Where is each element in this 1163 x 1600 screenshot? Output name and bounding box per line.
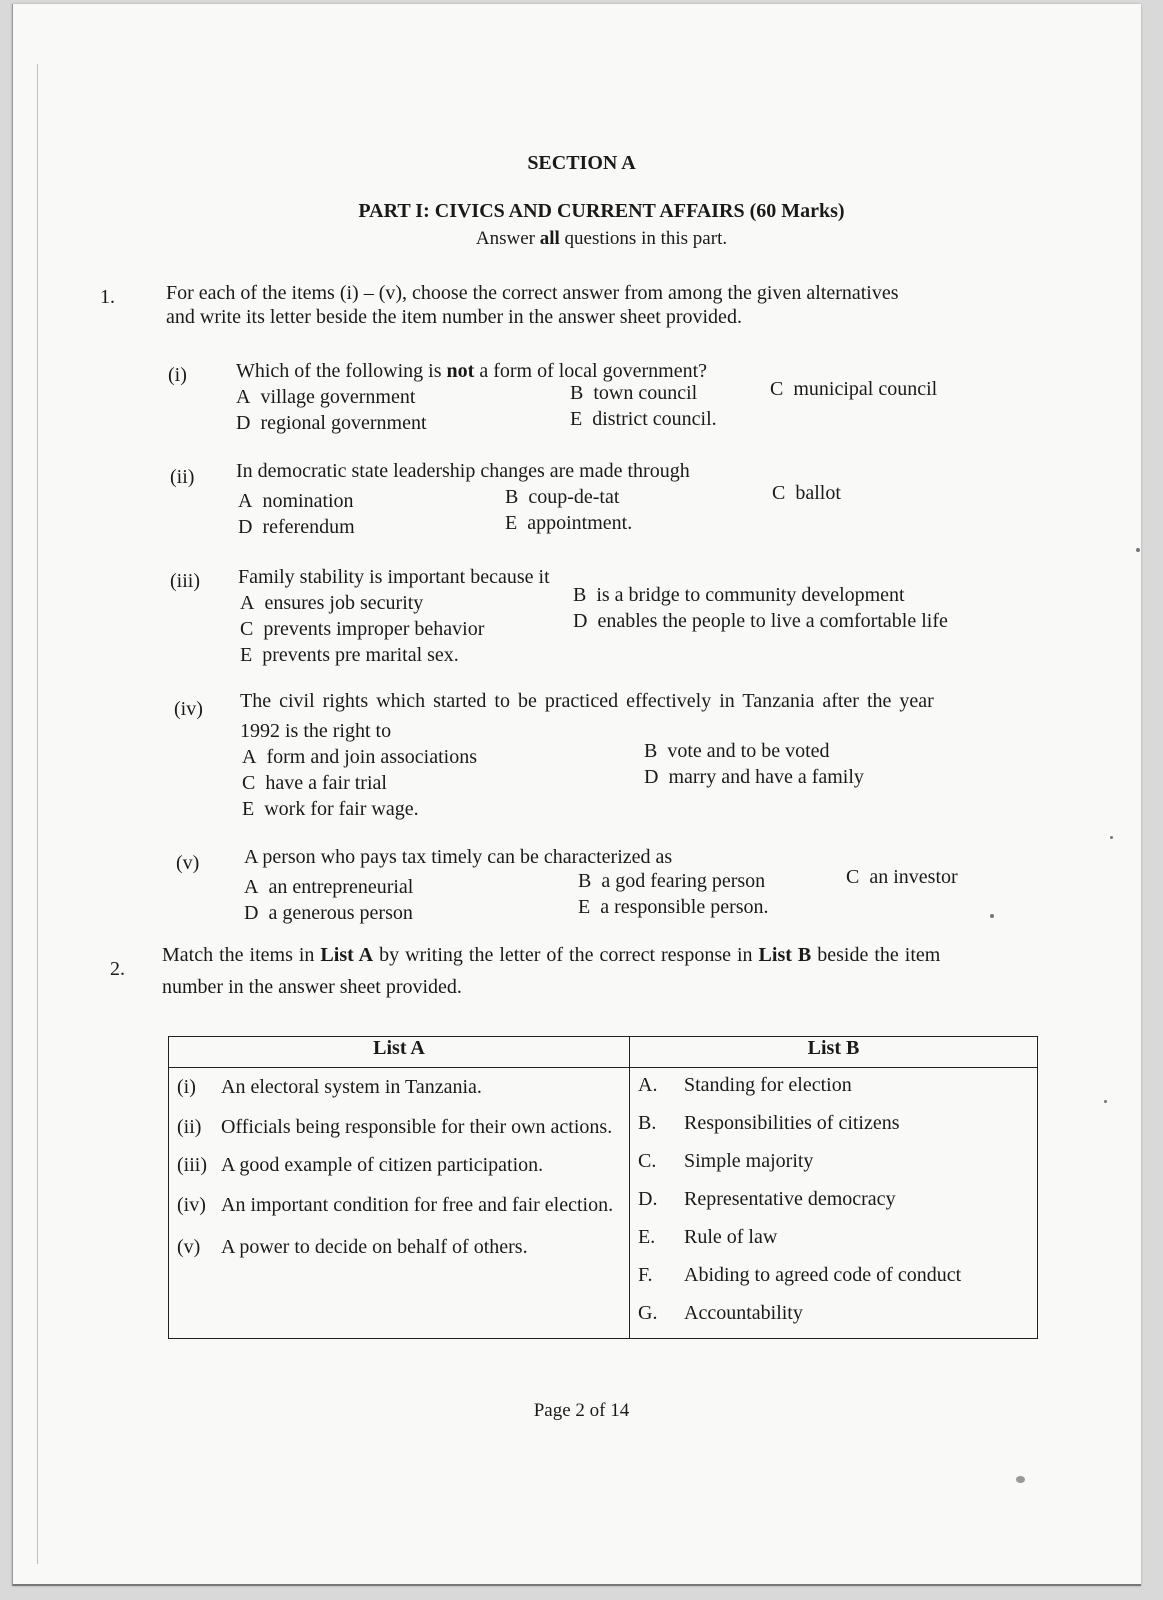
page-fold-line xyxy=(37,64,38,1564)
list-a-item-text: A good example of citizen participation. xyxy=(221,1154,544,1176)
scan-speck xyxy=(1104,1100,1107,1103)
q2-stem-pre: Match the items in xyxy=(162,944,321,966)
q1-item-v-stem: A person who pays tax timely can be characterized as xyxy=(244,846,673,868)
list-a-item-text: An important condition for free and fair election. xyxy=(221,1194,614,1216)
option-letter: A xyxy=(240,592,255,614)
q1-item-i-number: (i) xyxy=(168,364,187,386)
list-a-item-text: Officials being responsible for their own actions. xyxy=(221,1116,613,1138)
option-text: coup-de-tat xyxy=(528,486,620,508)
list-b-letter: E. xyxy=(638,1226,656,1248)
q1-v-option-c xyxy=(846,866,958,889)
option-text: an investor xyxy=(869,866,958,888)
list-b-item xyxy=(638,1108,1031,1146)
list-a-column xyxy=(169,1068,630,1339)
q1-item-i-stem-pre: Which of the following is xyxy=(236,360,447,382)
option-letter: B xyxy=(505,486,519,508)
option-text: ballot xyxy=(795,482,841,504)
list-a-item-text: A power to decide on behalf of others. xyxy=(221,1236,528,1258)
option-letter: C xyxy=(240,618,254,640)
option-letter: E xyxy=(505,512,518,534)
option-text: referendum xyxy=(262,516,355,538)
option-text: municipal council xyxy=(793,378,938,400)
q1-ii-option-d xyxy=(238,516,355,539)
option-letter: C xyxy=(770,378,784,400)
part-heading: PART I: CIVICS AND CURRENT AFFAIRS (60 Marks) xyxy=(358,200,845,222)
option-text: enables the people to live a comfortable life xyxy=(597,610,948,632)
instruction-bold: all xyxy=(539,228,560,249)
list-b-letter: D. xyxy=(638,1188,658,1210)
q1-item-iv-number: (iv) xyxy=(174,698,203,720)
q1-iv-option-a xyxy=(242,746,477,769)
matching-table-header xyxy=(169,1037,1038,1068)
option-text: marry and have a family xyxy=(668,766,864,788)
q1-i-option-c xyxy=(770,378,937,401)
option-letter: D xyxy=(644,766,659,788)
list-b-letter: A. xyxy=(638,1074,658,1096)
q1-iii-option-a xyxy=(240,592,423,615)
list-b-text: Accountability xyxy=(684,1302,803,1324)
option-text: regional government xyxy=(260,412,427,434)
q1-iv-option-b xyxy=(644,740,830,763)
option-letter: D xyxy=(238,516,253,538)
list-b-header: List B xyxy=(630,1037,1038,1068)
option-letter: B xyxy=(644,740,658,762)
list-b-text: Rule of law xyxy=(684,1226,778,1248)
option-text: have a fair trial xyxy=(265,772,387,794)
q2-list-a-ref: List A xyxy=(320,944,374,966)
part-instruction xyxy=(0,228,1163,250)
list-b-text: Abiding to agreed code of conduct xyxy=(684,1264,962,1286)
list-b-letter: F. xyxy=(638,1264,653,1286)
q1-item-iv-stem-line2: 1992 is the right to xyxy=(240,720,392,742)
q1-i-option-e xyxy=(570,408,717,431)
list-b-item xyxy=(638,1070,1031,1108)
option-text: a generous person xyxy=(268,902,413,924)
list-a-item xyxy=(177,1114,623,1140)
option-letter: B xyxy=(570,382,584,404)
list-b-text: Representative democracy xyxy=(684,1188,896,1210)
q2-stem-post: beside the item xyxy=(811,944,941,966)
option-letter: B xyxy=(578,870,592,892)
q1-number: 1. xyxy=(100,286,115,308)
instruction-post: questions in this part. xyxy=(559,228,728,249)
list-a-item xyxy=(177,1234,623,1260)
page-number: Page 2 of 14 xyxy=(533,1400,630,1421)
q2-stem-line1 xyxy=(162,944,940,967)
section-heading: SECTION A xyxy=(527,152,636,174)
option-text: is a bridge to community development xyxy=(596,584,905,606)
option-letter: A xyxy=(242,746,257,768)
list-a-item-number: (iv) xyxy=(177,1194,206,1216)
option-letter: E xyxy=(578,896,591,918)
q2-number: 2. xyxy=(110,958,125,980)
option-text: an entrepreneurial xyxy=(268,876,414,898)
list-b-item xyxy=(638,1260,1031,1298)
option-text: appointment. xyxy=(527,512,633,534)
option-text: a god fearing person xyxy=(601,870,766,892)
q1-item-ii-number: (ii) xyxy=(170,466,195,488)
q1-ii-option-a xyxy=(238,490,354,513)
scan-speck xyxy=(990,914,994,918)
q1-i-option-b xyxy=(570,382,697,405)
option-text: form and join associations xyxy=(266,746,477,768)
list-b-text: Standing for election xyxy=(684,1074,852,1096)
q1-ii-option-e xyxy=(505,512,632,535)
option-text: ensures job security xyxy=(264,592,424,614)
option-letter: D xyxy=(236,412,251,434)
list-a-header: List A xyxy=(169,1037,630,1068)
option-text: town council xyxy=(593,382,698,404)
q1-item-i-stem xyxy=(236,360,707,383)
option-letter: A xyxy=(238,490,253,512)
q1-iii-option-c xyxy=(240,618,484,641)
list-a-item-text: An electoral system in Tanzania. xyxy=(221,1076,482,1098)
q1-v-option-d xyxy=(244,902,413,925)
q2-stem-mid: by writing the letter of the correct response in xyxy=(373,944,759,966)
q1-item-i-stem-post: a form of local government? xyxy=(474,360,708,382)
q1-iii-option-b xyxy=(573,584,905,607)
q1-i-option-d xyxy=(236,412,427,435)
option-text: vote and to be voted xyxy=(667,740,830,762)
list-a-item-number: (ii) xyxy=(177,1116,202,1138)
list-a-item xyxy=(177,1074,623,1100)
q1-item-i-stem-bold: not xyxy=(446,360,475,382)
scan-speck xyxy=(1110,836,1113,839)
list-b-column xyxy=(630,1068,1038,1339)
q2-list-b-ref: List B xyxy=(758,944,812,966)
q1-item-iii-number: (iii) xyxy=(170,570,200,592)
option-letter: E xyxy=(242,798,255,820)
list-b-letter: G. xyxy=(638,1302,658,1324)
q1-ii-option-b xyxy=(505,486,619,509)
q1-iv-option-c xyxy=(242,772,387,795)
list-b-text: Responsibilities of citizens xyxy=(684,1112,900,1134)
q1-ii-option-c xyxy=(772,482,841,505)
q1-stem-line1: For each of the items (i) – (v), choose the correct answer from among the given alternatives xyxy=(166,282,899,304)
list-a-item-number: (i) xyxy=(177,1076,196,1098)
option-letter: E xyxy=(240,644,253,666)
list-b-item xyxy=(638,1222,1031,1260)
scan-speck xyxy=(1016,1476,1025,1483)
q1-i-option-a xyxy=(236,386,415,409)
q1-iv-option-e xyxy=(242,798,419,821)
option-letter: C xyxy=(772,482,786,504)
q1-item-iv-stem-line1: The civil rights which started to be practiced effectively in Tanzania after the year xyxy=(240,690,934,712)
list-b-letter: B. xyxy=(638,1112,657,1134)
option-letter: C xyxy=(846,866,860,888)
list-b-text: Simple majority xyxy=(684,1150,814,1172)
list-a-item xyxy=(177,1152,623,1178)
option-text: village government xyxy=(260,386,416,408)
q1-iii-option-e xyxy=(240,644,459,667)
option-text: district council. xyxy=(592,408,717,430)
q1-iii-option-d xyxy=(573,610,948,633)
option-text: work for fair wage. xyxy=(264,798,419,820)
q1-item-iii-stem: Family stability is important because it xyxy=(238,566,550,588)
instruction-pre: Answer xyxy=(475,228,540,249)
list-a-item-number: (v) xyxy=(177,1236,201,1258)
q2-stem-line2: number in the answer sheet provided. xyxy=(162,976,462,998)
q1-iv-option-d xyxy=(644,766,864,789)
option-text: prevents pre marital sex. xyxy=(262,644,459,666)
q1-v-option-b xyxy=(578,870,765,893)
list-b-item xyxy=(638,1298,1031,1330)
scan-speck xyxy=(1136,548,1140,552)
option-text: prevents improper behavior xyxy=(263,618,485,640)
option-text: a responsible person. xyxy=(600,896,769,918)
matching-table xyxy=(168,1036,1038,1339)
list-b-item xyxy=(638,1146,1031,1184)
option-letter: E xyxy=(570,408,583,430)
option-letter: A xyxy=(236,386,251,408)
option-letter: D xyxy=(573,610,588,632)
q1-v-option-a xyxy=(244,876,413,899)
option-letter: C xyxy=(242,772,256,794)
q1-item-ii-stem: In democratic state leadership changes are made through xyxy=(236,460,690,482)
list-a-item-number: (iii) xyxy=(177,1154,207,1176)
list-a-item xyxy=(177,1192,623,1218)
list-b-item xyxy=(638,1184,1031,1222)
q1-stem-line2: and write its letter beside the item number in the answer sheet provided. xyxy=(166,306,742,328)
list-b-letter: C. xyxy=(638,1150,657,1172)
option-letter: B xyxy=(573,584,587,606)
option-text: nomination xyxy=(262,490,354,512)
option-letter: D xyxy=(244,902,259,924)
q1-item-v-number: (v) xyxy=(176,852,200,874)
q1-v-option-e xyxy=(578,896,769,919)
option-letter: A xyxy=(244,876,259,898)
